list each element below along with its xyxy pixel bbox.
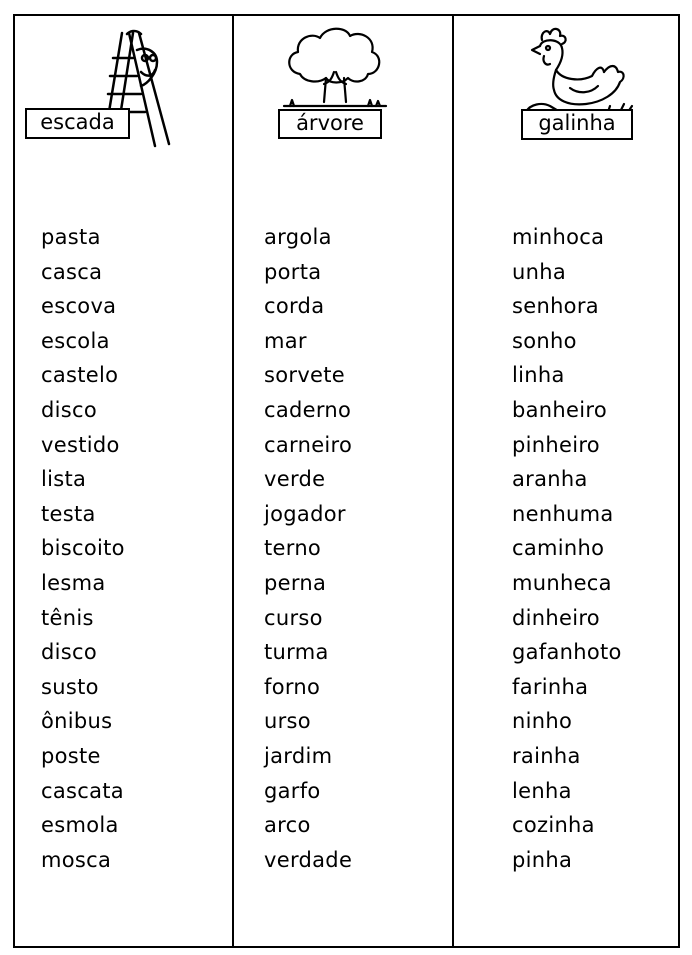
label-text: árvore: [296, 111, 364, 135]
list-item: mosca: [41, 847, 112, 872]
list-item: poste: [41, 743, 101, 768]
word-list: [264, 220, 352, 877]
list-item: dinheiro: [512, 605, 600, 630]
list-item: caminho: [512, 536, 605, 561]
list-item: minhoca: [512, 225, 605, 249]
list-item: senhora: [512, 294, 599, 319]
list-item: disco: [41, 397, 97, 422]
list-item: mar: [264, 328, 307, 353]
column-galinha: [454, 14, 680, 948]
list-item: ninho: [512, 709, 573, 734]
list-item: jardim: [264, 743, 333, 768]
hen-icon: [520, 24, 636, 120]
list-item: sorvete: [264, 363, 346, 388]
list-item: turma: [264, 640, 329, 665]
list-item: pinha: [512, 847, 573, 872]
list-item: porta: [264, 259, 322, 284]
list-item: nenhuma: [512, 501, 614, 526]
list-item: lenha: [512, 778, 572, 803]
list-item: tênis: [41, 605, 94, 630]
list-item: lista: [41, 467, 87, 492]
list-item: cascata: [41, 778, 124, 803]
tree-icon: [280, 24, 390, 114]
list-item: garfo: [264, 778, 321, 803]
list-item: cozinha: [512, 813, 595, 838]
list-item: biscoito: [41, 536, 125, 561]
list-item: pasta: [41, 225, 101, 249]
label-escada: [25, 108, 130, 139]
list-item: caderno: [264, 397, 352, 422]
list-item: banheiro: [512, 397, 607, 422]
label-arvore: [278, 109, 382, 139]
list-item: perna: [264, 570, 327, 595]
list-item: esmola: [41, 813, 119, 838]
list-item: unha: [512, 259, 566, 284]
label-text: escada: [40, 110, 115, 134]
list-item: forno: [264, 674, 321, 699]
list-item: linha: [512, 363, 565, 388]
word-list: [512, 220, 622, 877]
list-item: rainha: [512, 743, 581, 768]
word-list: [41, 220, 125, 877]
list-item: lesma: [41, 570, 106, 595]
list-item: terno: [264, 536, 322, 561]
list-item: curso: [264, 605, 323, 630]
list-item: testa: [41, 501, 96, 526]
list-item: arco: [264, 813, 311, 838]
list-item: pinheiro: [512, 432, 600, 457]
column-arvore: [234, 14, 452, 948]
list-item: jogador: [264, 501, 346, 526]
label-text: galinha: [538, 111, 616, 135]
list-item: escola: [41, 328, 110, 353]
list-item: sonho: [512, 328, 577, 353]
list-item: susto: [41, 674, 99, 699]
list-item: ônibus: [41, 709, 113, 734]
list-item: verdade: [264, 847, 353, 872]
label-galinha: [521, 109, 633, 140]
list-item: farinha: [512, 674, 589, 699]
list-item: escova: [41, 294, 117, 319]
list-item: aranha: [512, 467, 588, 492]
list-item: corda: [264, 294, 325, 319]
list-item: disco: [41, 640, 97, 665]
list-item: castelo: [41, 363, 119, 388]
list-item: argola: [264, 225, 332, 249]
list-item: gafanhoto: [512, 640, 622, 665]
column-escada: [15, 14, 232, 948]
list-item: munheca: [512, 570, 612, 595]
list-item: carneiro: [264, 432, 353, 457]
list-item: vestido: [41, 432, 120, 457]
list-item: verde: [264, 467, 326, 492]
list-item: casca: [41, 259, 103, 284]
list-item: urso: [264, 709, 311, 734]
